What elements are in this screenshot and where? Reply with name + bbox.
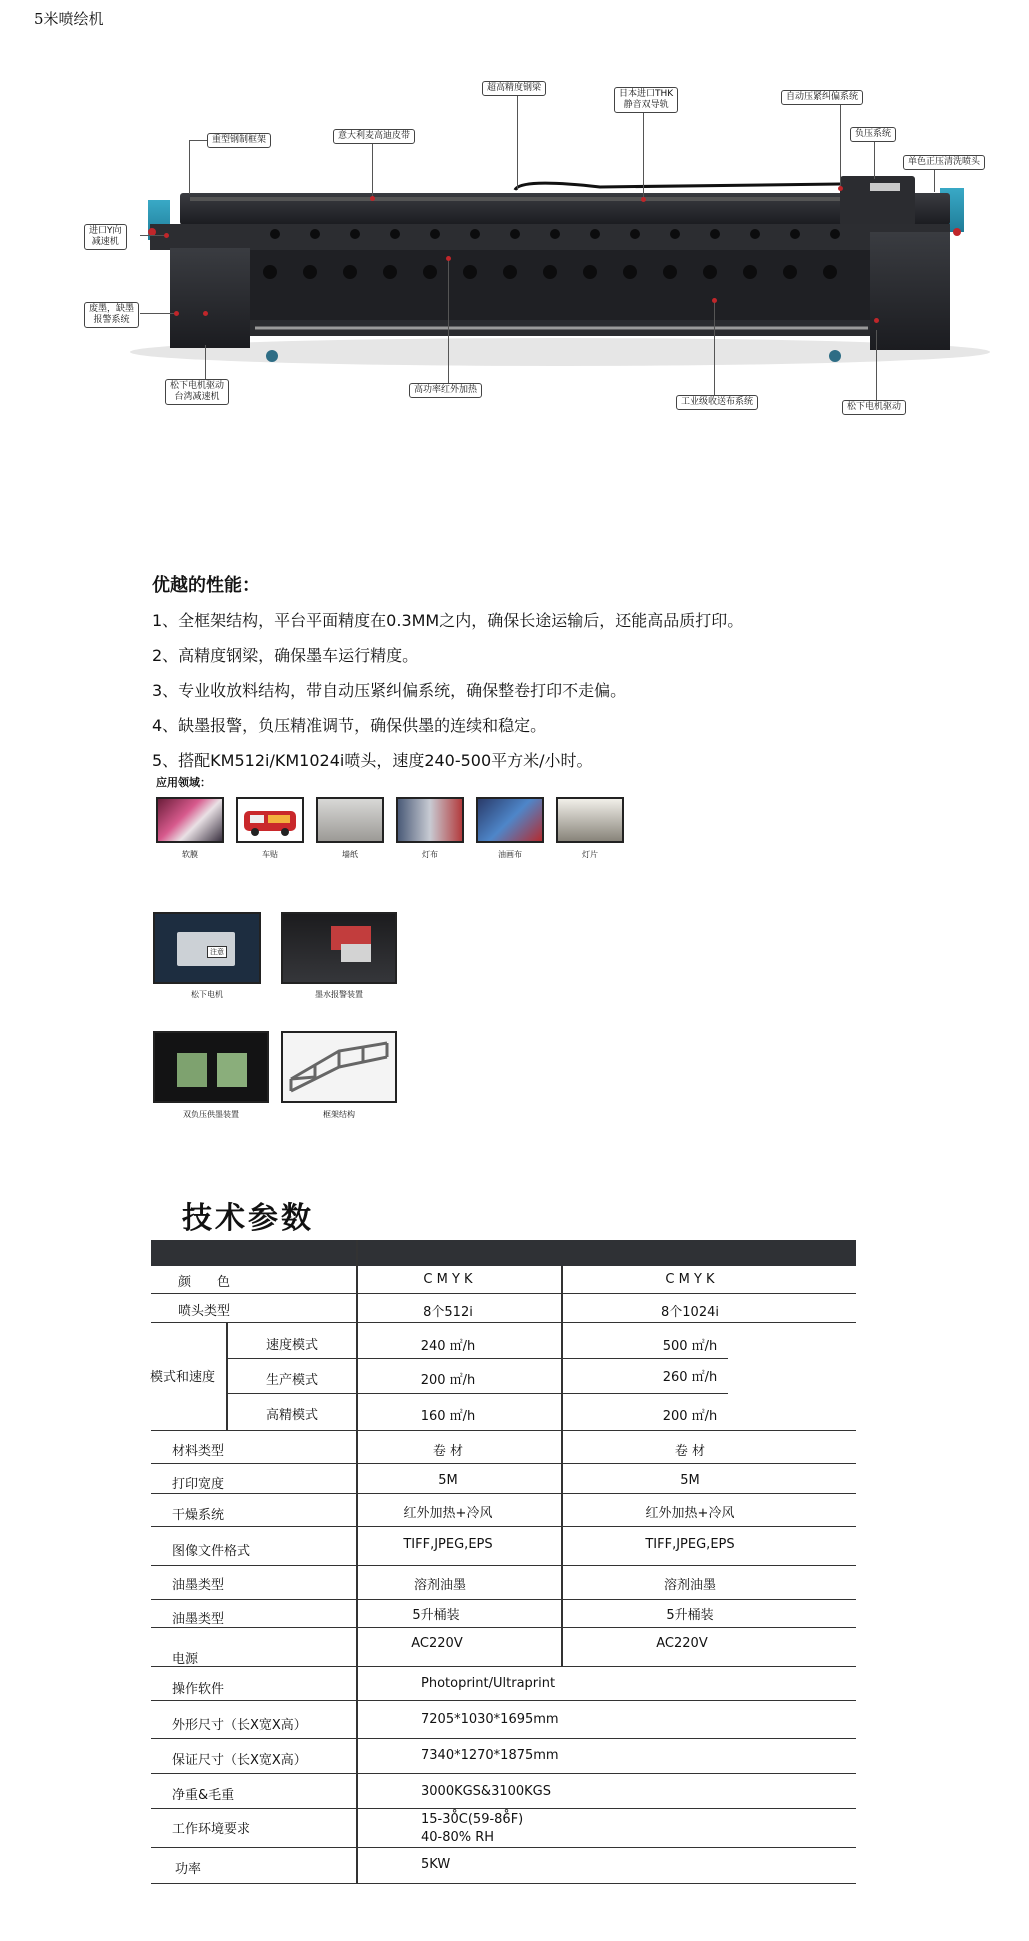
callout-ir-heating: 高功率红外加热 bbox=[409, 383, 482, 398]
application-label: 软膜 bbox=[182, 850, 198, 859]
feature-item: 3、专业收放料结构，带自动压紧纠偏系统，确保整卷打印不走偏。 bbox=[152, 681, 627, 700]
spec-value-drying-1024: 红外加热+冷风 bbox=[645, 1506, 735, 1521]
spec-label-ink-package: 油墨类型 bbox=[172, 1612, 225, 1627]
spec-label-hq-mode: 高精模式 bbox=[266, 1408, 319, 1423]
spec-value-weight: 3000KGS&3100KGS bbox=[421, 1784, 552, 1799]
application-label: 油画布 bbox=[498, 850, 522, 859]
spec-label-file-format: 图像文件格式 bbox=[172, 1544, 251, 1559]
spec-value-speed-1024: 500 ㎡/h bbox=[662, 1339, 718, 1354]
spec-label-power-supply: 电源 bbox=[172, 1652, 199, 1667]
application-image-soft-film bbox=[156, 797, 224, 843]
spec-value-material-512: 卷 材 bbox=[432, 1444, 464, 1459]
spec-value-drying-512: 红外加热+冷风 bbox=[403, 1506, 493, 1521]
features-heading: 优越的性能： bbox=[152, 575, 260, 596]
feature-item: 2、高精度钢梁，确保墨车运行精度。 bbox=[152, 646, 419, 665]
component-label: 墨水报警装置 bbox=[315, 990, 363, 999]
spec-label-weight: 净重&毛重 bbox=[172, 1788, 235, 1803]
application-image-film bbox=[556, 797, 624, 843]
spec-value-software: Photoprint/Ultraprint bbox=[421, 1676, 556, 1691]
spec-label-speed-mode: 速度模式 bbox=[266, 1338, 319, 1353]
spec-value-ink-512: 溶剂油墨 bbox=[413, 1578, 466, 1593]
spec-label-power: 功率 bbox=[175, 1862, 202, 1877]
spec-value-ink-package-512: 5升桶装 bbox=[412, 1608, 460, 1623]
callout-panasonic-drive: 松下电机驱动 bbox=[842, 400, 906, 415]
callout-auto-deviation: 自动压紧纠偏系统 bbox=[781, 90, 863, 105]
spec-value-color-512: C M Y K bbox=[423, 1272, 473, 1287]
spec-label-mode-speed: 模式和速度 bbox=[150, 1370, 216, 1385]
component-label: 框架结构 bbox=[323, 1110, 355, 1119]
printer-illustration bbox=[0, 0, 1029, 420]
spec-header-bar bbox=[151, 1240, 856, 1266]
feature-item: 5、搭配KM512i/KM1024i喷头，速度240-500平方米/小时。 bbox=[152, 751, 593, 770]
spec-value-package: 7340*1270*1875mm bbox=[421, 1748, 559, 1763]
spec-label-environment: 工作环境要求 bbox=[172, 1822, 251, 1837]
spec-value-power-supply-1024: AC220V bbox=[656, 1636, 708, 1651]
application-image-wallpaper bbox=[316, 797, 384, 843]
spec-label-package: 保证尺寸（长X宽X高） bbox=[172, 1753, 307, 1768]
spec-value-environment-temp: 15-30̊C(59-86̊F) bbox=[421, 1812, 524, 1827]
callout-waste-ink-alarm: 废墨，缺墨 报警系统 bbox=[84, 302, 139, 328]
spec-value-power-supply-512: AC220V bbox=[411, 1636, 463, 1651]
callout-italy-belt: 意大利麦高迪皮带 bbox=[333, 129, 415, 144]
spec-value-file-format-1024: TIFF,JPEG,EPS bbox=[645, 1537, 735, 1552]
spec-value-ink-package-1024: 5升桶装 bbox=[666, 1608, 714, 1623]
spec-value-material-1024: 卷 材 bbox=[674, 1444, 706, 1459]
spec-label-color: 颜 色 bbox=[178, 1275, 231, 1290]
spec-label-software: 操作软件 bbox=[172, 1682, 225, 1697]
callout-thk-rail: 日本进口THK 静音双导轨 bbox=[614, 87, 678, 113]
application-label: 灯布 bbox=[422, 850, 438, 859]
spec-value-hq-1024: 200 ㎡/h bbox=[662, 1409, 718, 1424]
application-label: 灯片 bbox=[582, 850, 598, 859]
callout-mono-press-clean: 单色正压清洗喷头 bbox=[903, 155, 985, 170]
spec-value-speed-512: 240 ㎡/h bbox=[420, 1339, 476, 1354]
spec-label-material: 材料类型 bbox=[172, 1444, 225, 1459]
application-image-car-sticker bbox=[236, 797, 304, 843]
application-label: 车贴 bbox=[262, 850, 278, 859]
callout-negative-pressure: 负压系统 bbox=[850, 127, 896, 142]
component-image-ink-alarm bbox=[281, 912, 397, 984]
spec-value-head-512: 8个512i bbox=[423, 1305, 473, 1320]
callout-industrial-feed: 工业级收送布系统 bbox=[676, 395, 758, 410]
feature-item: 1、全框架结构，平台平面精度在0.3MM之内，确保长途运输后，还能高品质打印。 bbox=[152, 611, 744, 630]
application-image-canvas bbox=[476, 797, 544, 843]
callout-import-y-reducer: 进口Y向 减速机 bbox=[84, 224, 127, 250]
spec-label-dimensions: 外形尺寸（长X宽X高） bbox=[172, 1718, 307, 1733]
spec-value-width-512: 5M bbox=[438, 1473, 458, 1488]
component-label: 双负压供墨装置 bbox=[183, 1110, 239, 1119]
motor-sticker: 注意 bbox=[207, 946, 227, 958]
component-label: 松下电机 bbox=[191, 990, 223, 999]
spec-value-file-format-512: TIFF,JPEG,EPS bbox=[403, 1537, 493, 1552]
applications-heading: 应用领域： bbox=[156, 776, 211, 789]
spec-value-color-1024: C M Y K bbox=[665, 1272, 715, 1287]
spec-value-production-1024: 260 ㎡/h bbox=[662, 1370, 718, 1385]
spec-label-head: 喷头类型 bbox=[178, 1304, 231, 1319]
callout-high-precision-beam: 超高精度钢梁 bbox=[482, 81, 546, 96]
application-image-light-cloth bbox=[396, 797, 464, 843]
spec-value-power: 5KW bbox=[421, 1857, 451, 1872]
spec-value-hq-512: 160 ㎡/h bbox=[420, 1409, 476, 1424]
application-label: 墙纸 bbox=[342, 850, 358, 859]
spec-label-width: 打印宽度 bbox=[172, 1477, 225, 1492]
spec-label-ink: 油墨类型 bbox=[172, 1578, 225, 1593]
callout-panasonic-motor: 松下电机驱动 台湾减速机 bbox=[165, 379, 229, 405]
spec-label-production-mode: 生产模式 bbox=[266, 1373, 319, 1388]
component-image-dual-negative-pressure bbox=[153, 1031, 269, 1103]
spec-value-environment-humidity: 40-80% RH bbox=[421, 1830, 495, 1845]
specs-title: 技术参数 bbox=[182, 1201, 314, 1236]
component-image-panasonic-motor bbox=[153, 912, 261, 984]
page-title: 5米喷绘机 bbox=[34, 10, 104, 28]
spec-value-production-512: 200 ㎡/h bbox=[420, 1373, 476, 1388]
machine-diagram bbox=[0, 0, 1029, 420]
component-image-frame-structure bbox=[281, 1031, 397, 1103]
spec-value-dimensions: 7205*1030*1695mm bbox=[421, 1712, 559, 1727]
spec-value-ink-1024: 溶剂油墨 bbox=[663, 1578, 716, 1593]
callout-heavy-steel-frame: 重型钢制框架 bbox=[207, 133, 271, 148]
spec-label-drying: 干燥系统 bbox=[172, 1508, 225, 1523]
feature-item: 4、缺墨报警，负压精准调节，确保供墨的连续和稳定。 bbox=[152, 716, 547, 735]
spec-value-head-1024: 8个1024i bbox=[661, 1305, 719, 1320]
spec-value-width-1024: 5M bbox=[680, 1473, 700, 1488]
